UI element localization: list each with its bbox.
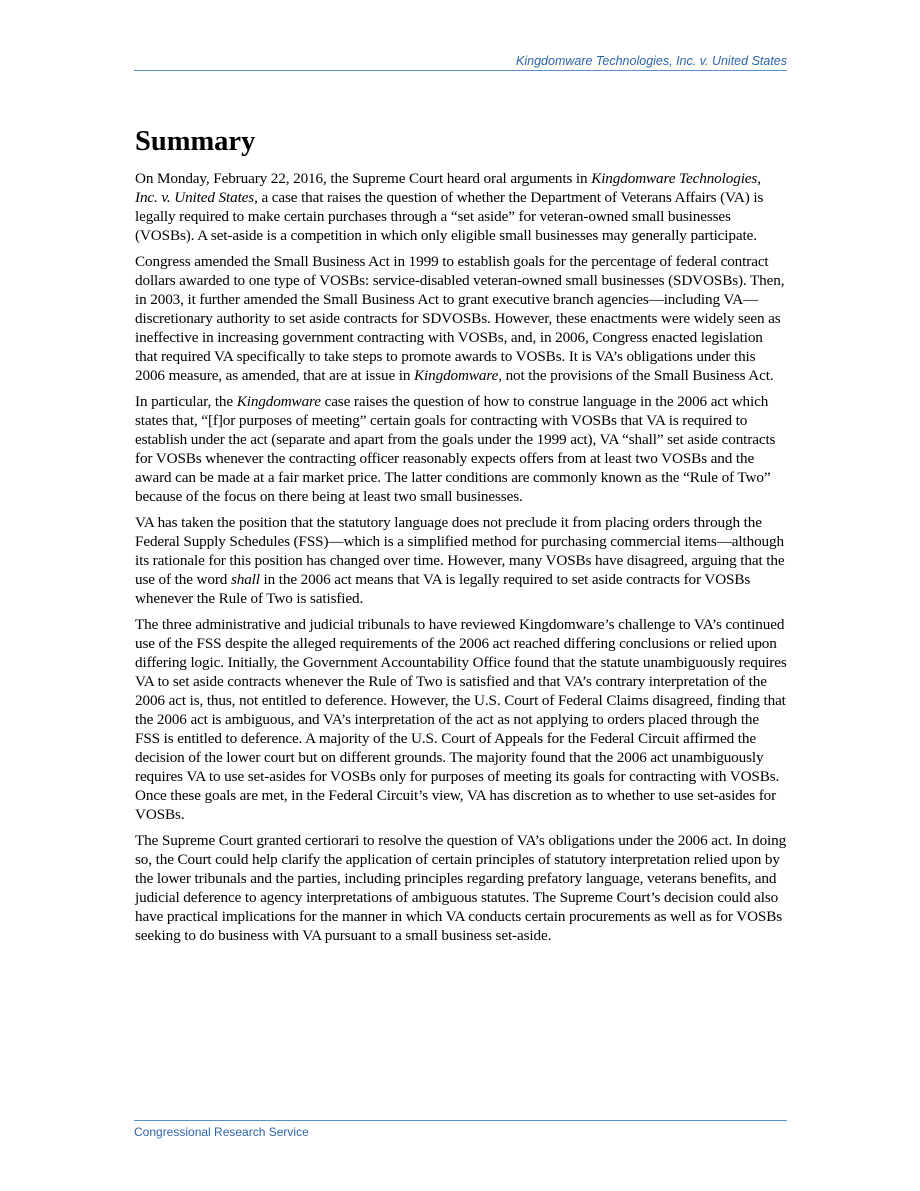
text-run: Congress amended the Small Business Act in 1999 to establish goals for the percentage of federal contract dollars awarded to one type of VOSBs: service-disabled veteran-owned small businesses (SDVOSBs). Then, in 2003, it further amended the Small Business Act to grant executive branch agencies—including VA—discretionary authority to set aside contracts for SDVOSBs. However, these enactments were widely seen as ineffective in increasing government contracting with VOSBs, and, in 2006, Congress enacted legislation that required VA specifically to take steps to promote awards to VOSBs. It is VA’s obligations under this 2006 measure, as amended, that are at issue in bbox=[135, 253, 785, 384]
text-run: case raises the question of how to construe language in the 2006 act which states that, “[f]or purposes of meeting” certain goals for contracting with VOSBs that VA is required to establish under the act (separate and apart from the goals under the 1999 act), VA “shall” set aside contracts for VOSBs whenever the contracting officer reasonably expects offers from at least two VOSBs and the award can be made at a fair market price. The latter conditions are commonly known as the “Rule of Two” because of the focus on there being at least two small businesses. bbox=[135, 393, 776, 505]
emphasis-shall: shall bbox=[230, 571, 260, 588]
page-body bbox=[135, 124, 787, 952]
paragraph-rule-of-two bbox=[135, 392, 787, 506]
running-title: Kingdomware Technologies, Inc. v. United States bbox=[516, 54, 787, 68]
paragraph-legislative-history bbox=[135, 252, 787, 385]
paragraph-va-position bbox=[135, 513, 787, 608]
case-name: Kingdomware Technologies, Inc. v. United States bbox=[135, 170, 761, 206]
case-name: Kingdomware bbox=[236, 393, 321, 410]
paragraph-oral-arguments bbox=[135, 169, 787, 245]
page-footer bbox=[134, 1120, 787, 1139]
section-title: Summary bbox=[135, 126, 256, 157]
case-name: Kingdomware bbox=[414, 367, 499, 384]
footer-publisher: Congressional Research Service bbox=[134, 1125, 309, 1139]
running-header bbox=[134, 54, 787, 71]
text-run: VA has taken the position that the statutory language does not preclude it from placing orders through the Federal Supply Schedules (FSS)—which is a simplified method for purchasing commercial items—although its rationale for this position has changed over time. However, many VOSBs have disagreed, arguing that the use of the word bbox=[135, 514, 785, 588]
text-run: , a case that raises the question of whether the Department of Veterans Affairs (VA) is legally required to make certain purchases through a “set aside” for veteran-owned small businesses (VOSBs). A set-aside is a competition in which only eligible small businesses may generally participate. bbox=[135, 189, 764, 244]
text-run: , not the provisions of the Small Business Act. bbox=[498, 367, 774, 384]
text-run: In particular, the bbox=[135, 393, 237, 410]
paragraph-tribunals: The three administrative and judicial tribunals to have reviewed Kingdomware’s challenge to VA’s continued use of the FSS despite the alleged requirements of the 2006 act reached differing conclusions or relied upon differing logic. Initially, the Government Accountability Office found that the statute unambiguously requires VA to set aside contracts whenever the Rule of Two is satisfied and that VA’s contrary interpretation of the 2006 act is, thus, not entitled to deference. However, the U.S. Court of Federal Claims disagreed, finding that the 2006 act is ambiguous, and VA’s interpretation of the act as not applying to orders placed through the FSS is entitled to deference. A majority of the U.S. Court of Appeals for the Federal Circuit affirmed the decision of the lower court but on different grounds. The majority found that the 2006 act unambiguously requires VA to use set-asides for VOSBs only for purposes of meeting its goals for contracting with VOSBs. Once these goals are met, in the Federal Circuit’s view, VA has discretion as to whether to use set-asides for VOSBs. bbox=[135, 616, 787, 823]
text-run: in the 2006 act means that VA is legally required to set aside contracts for VOSBs whenever the Rule of Two is satisfied. bbox=[135, 571, 751, 607]
paragraph-certiorari: The Supreme Court granted certiorari to resolve the question of VA’s obligations under the 2006 act. In doing so, the Court could help clarify the application of certain principles of statutory interpretation relied upon by the lower tribunals and the parties, including principles regarding prefatory language, veterans benefits, and judicial deference to agency interpretations of ambiguous statutes. The Supreme Court’s decision could also have practical implications for the manner in which VA conducts certain procurements as well as for VOSBs seeking to do business with VA pursuant to a small business set-aside. bbox=[135, 832, 787, 944]
text-run: On Monday, February 22, 2016, the Supreme Court heard oral arguments in bbox=[135, 170, 592, 187]
